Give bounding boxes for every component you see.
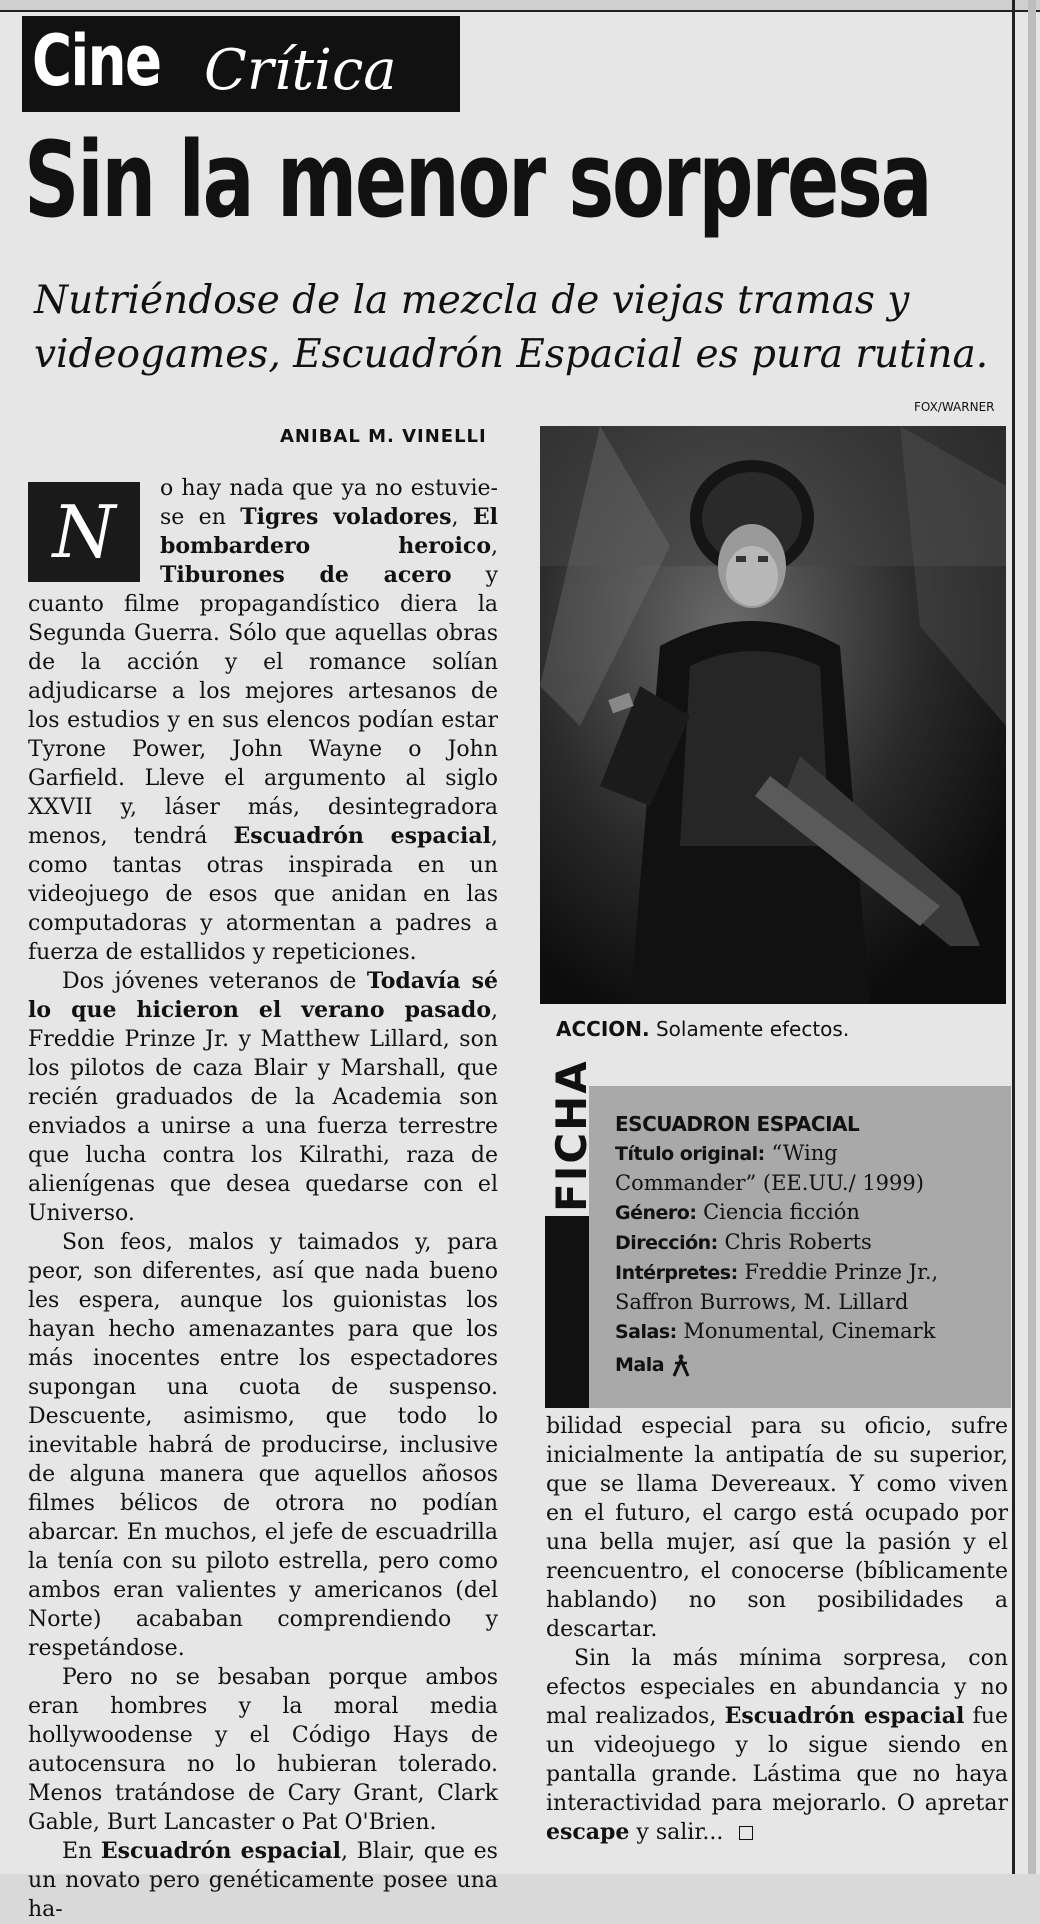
section-kicker [22, 16, 460, 112]
rating [615, 1351, 985, 1380]
fact-box [545, 1059, 1011, 1408]
end-mark-icon [739, 1826, 753, 1840]
film-still-photo [540, 426, 1006, 1004]
column-rule [1012, 0, 1015, 1874]
director: Dirección: Chris Roberts [615, 1230, 872, 1254]
fact-box-body [615, 1110, 985, 1380]
paragraph: Son feos, malos y taimados y, para peor, son diferentes, así que nada bueno les espera, aunque los guionistas los hayan hecho amenazantes para que los más inocentes entre los espectadores supongan una cuota de suspenso. Descuente, asimismo, que todo lo inevitable habrá de producirse, inclusive de alguna manera que aquellos añosos filmes bélicos de otrora no podían abarcar. En muchos, el jefe de escuadrilla la tenía con su piloto estrella, pero como ambos eran valientes y americanos (del Norte) acababan comprendiendo y respetándose. [28, 1230, 498, 1661]
photo-credit: FOX/WARNER [914, 400, 995, 414]
paragraph: Dos jóvenes veteranos de Todavía sé lo que hicieron el verano pasado, Freddie Prinze Jr. y Matthew Lillard, son los pilotos de caza Blair y Marshall, que recién graduados de la Academia son enviados a unirse a una fuerza terrestre que lucha contra los Kilrathi, raza de alienígenas que desea quedarse con el Universo. [28, 968, 498, 1226]
theaters: Salas: Monumental, Cinemark [615, 1319, 936, 1343]
original-title: Título original: “Wing Commander” (EE.UU./ 1999) [615, 1141, 924, 1195]
section-critica: Crítica [204, 38, 397, 103]
photo-caption: ACCION. Solamente efectos. [556, 1017, 850, 1041]
paragraph: Pero no se besaban porque ambos eran hombres y la moral media hollywoodense y el Código Hays de autocensura no lo hubieran tolerado. Menos tratándose de Cary Grant, Clark Gable, Burt Lancaster o Pat O'Brien. [28, 1665, 498, 1835]
rating-label: Mala [615, 1354, 665, 1376]
paragraph: N o hay nada que ya no estuvie-se en Tigres voladores, El bombardero heroico, Tiburones de acero y cuanto filme propagandístico diera la Segunda Guerra. Sólo que aquellas obras de la acción y el romance solían adjudicarse a los mejores artesanos de los estudios y en sus elencos podían estar Tyrone Power, John Wayne o John Garfield. Lleve el argumento al siglo XXVII y, láser más, desintegradora menos, tendrá Escuadrón espacial, como tantas otras inspirada en un videojuego de esos que anidan en las computadoras y atormentan a padres a fuerza de estallidos y repeticiones. [28, 476, 499, 965]
paragraph: En Escuadrón espacial, Blair, que es un novato pero genéticamente posee una ha- [28, 1838, 498, 1922]
genre: Género: Ciencia ficción [615, 1200, 860, 1224]
drop-cap: N [28, 482, 140, 582]
paragraph: Sin la más mínima sorpresa, con efectos especiales en abundancia y no mal realizados, Escuadrón espacial fue un videojuego y lo sigue siendo en pantalla grande. Lástima que no haya interactividad para mejorarlo. O apretar escape y salir... [546, 1646, 1008, 1845]
article-column-2 [546, 1412, 1008, 1847]
page-edge [1028, 0, 1036, 1874]
article-column-1 [28, 474, 498, 1924]
section-cine: Cine [32, 20, 161, 102]
headline: Sin la menor sorpresa [24, 119, 931, 241]
paragraph: bilidad especial para su oficio, sufre inicialmente la antipatía de su superior, que se llama Devereaux. Y como viven en el futuro, el cargo está ocupado por una bella mujer, así que la pasión y el reencuentro, el conocerse (bíblicamente hablando) no son posibilidades a descartar. [546, 1414, 1008, 1642]
rating-figure-icon [672, 1354, 690, 1378]
top-rule [0, 0, 1040, 12]
byline: ANIBAL M. VINELLI [280, 426, 487, 447]
fact-box-label: FICHA [545, 1086, 589, 1216]
cast: Intérpretes: Freddie Prinze Jr., Saffron Burrows, M. Lillard [615, 1260, 939, 1314]
subheadline: Nutriéndose de la mezcla de viejas tramas y videogames, Escuadrón Espacial es pura rutina. [34, 278, 989, 377]
film-title: ESCUADRON ESPACIAL [615, 1112, 860, 1136]
